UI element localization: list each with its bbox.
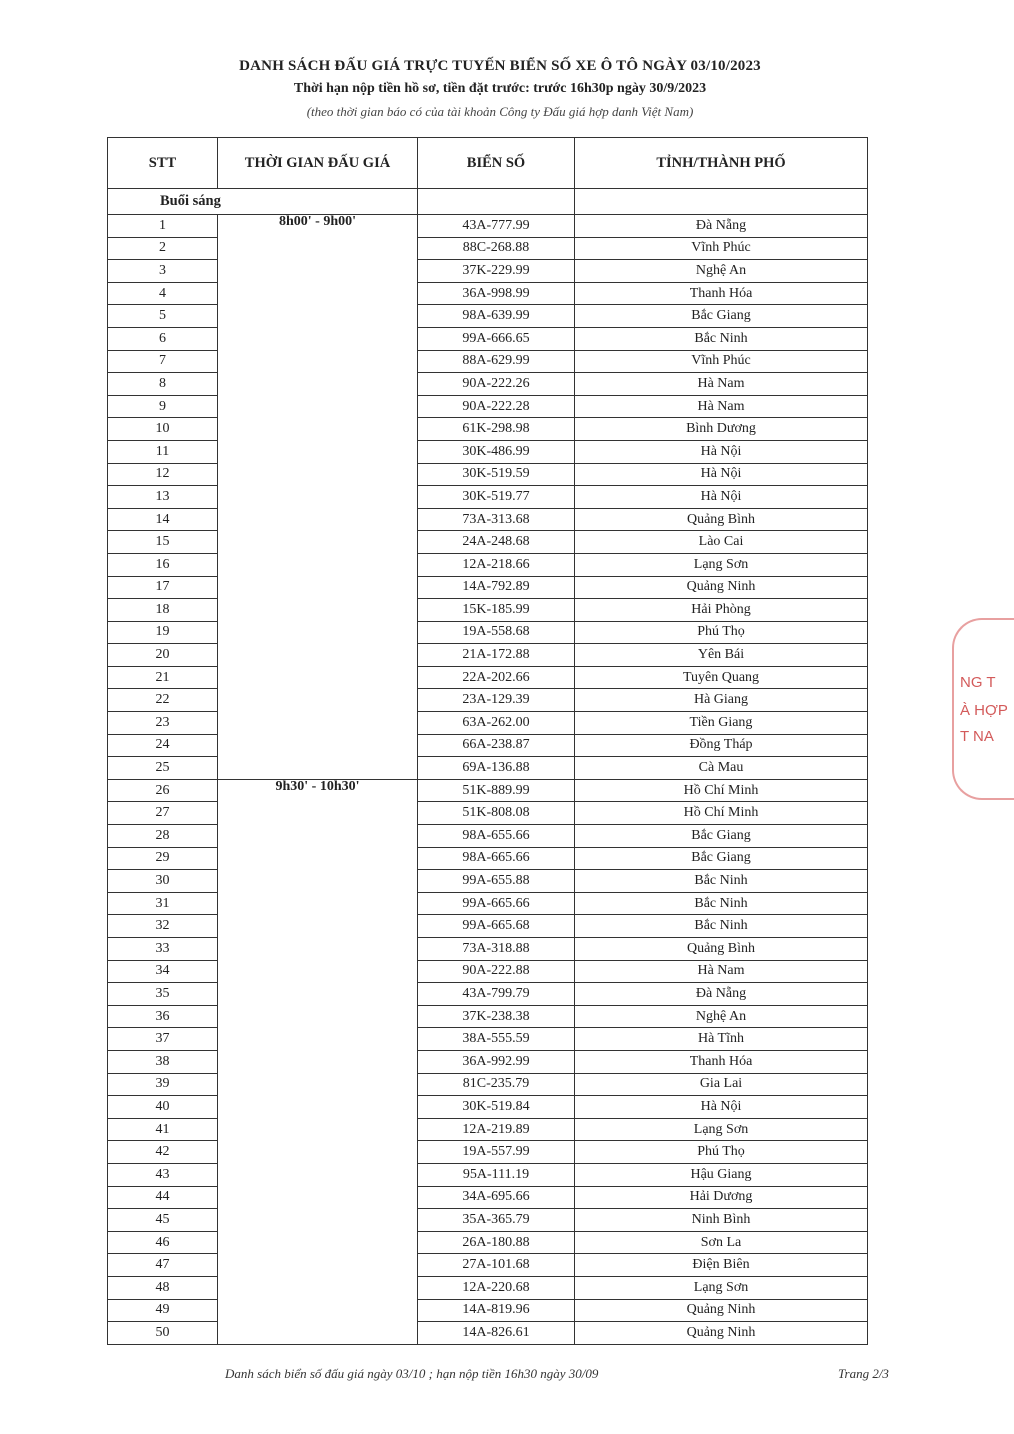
- stt-cell: 5: [108, 305, 218, 328]
- province-cell: Gia Lai: [575, 1073, 868, 1096]
- plate-cell: 69A-136.88: [418, 757, 575, 780]
- province-cell: Lạng Sơn: [575, 1118, 868, 1141]
- stt-cell: 50: [108, 1322, 218, 1345]
- stt-cell: 9: [108, 395, 218, 418]
- plate-cell: 38A-555.59: [418, 1028, 575, 1051]
- session-row: [108, 189, 868, 215]
- stt-cell: 25: [108, 757, 218, 780]
- province-cell: Hải Dương: [575, 1186, 868, 1209]
- province-cell: Thanh Hóa: [575, 282, 868, 305]
- deadline-note: (theo thời gian báo có của tài khoản Công ty Đấu giá hợp danh Việt Nam): [306, 104, 694, 119]
- province-cell: Hồ Chí Minh: [575, 779, 868, 802]
- plate-cell: 27A-101.68: [418, 1254, 575, 1277]
- plate-cell: 30K-519.84: [418, 1096, 575, 1119]
- plate-cell: 26A-180.88: [418, 1231, 575, 1254]
- province-cell: Bắc Ninh: [575, 915, 868, 938]
- stamp-line: À HỢP: [960, 702, 1008, 719]
- page-number: Trang 2/3: [838, 1366, 889, 1381]
- stt-cell: 2: [108, 237, 218, 260]
- session-empty-cell: [418, 189, 575, 215]
- column-header-plate: BIỂN SỐ: [418, 138, 575, 189]
- stt-cell: 42: [108, 1141, 218, 1164]
- stt-cell: 18: [108, 599, 218, 622]
- column-header-time: THỜI GIAN ĐẤU GIÁ: [218, 138, 418, 189]
- stt-cell: 8: [108, 373, 218, 396]
- stt-cell: 40: [108, 1096, 218, 1119]
- stt-cell: 29: [108, 847, 218, 870]
- plate-cell: 19A-558.68: [418, 621, 575, 644]
- plate-cell: 43A-777.99: [418, 215, 575, 238]
- stt-cell: 31: [108, 892, 218, 915]
- province-cell: Quảng Bình: [575, 508, 868, 531]
- plate-cell: 88A-629.99: [418, 350, 575, 373]
- province-cell: Nghệ An: [575, 260, 868, 283]
- plate-cell: 99A-665.66: [418, 892, 575, 915]
- province-cell: Hà Nội: [575, 463, 868, 486]
- plate-cell: 99A-666.65: [418, 327, 575, 350]
- province-cell: Bắc Ninh: [575, 870, 868, 893]
- stt-cell: 45: [108, 1209, 218, 1232]
- province-cell: Quảng Ninh: [575, 1322, 868, 1345]
- stt-cell: 1: [108, 215, 218, 238]
- stt-cell: 34: [108, 960, 218, 983]
- plate-cell: 30K-519.59: [418, 463, 575, 486]
- column-header-province: TỈNH/THÀNH PHỐ: [575, 138, 868, 189]
- time-slot-cell: 8h00' - 9h00': [218, 215, 418, 780]
- stt-cell: 24: [108, 734, 218, 757]
- stt-cell: 22: [108, 689, 218, 712]
- stt-cell: 33: [108, 938, 218, 961]
- plate-cell: 90A-222.26: [418, 373, 575, 396]
- plate-cell: 66A-238.87: [418, 734, 575, 757]
- stt-cell: 38: [108, 1050, 218, 1073]
- plate-cell: 14A-819.96: [418, 1299, 575, 1322]
- stt-cell: 14: [108, 508, 218, 531]
- stt-cell: 17: [108, 576, 218, 599]
- province-cell: Hà Giang: [575, 689, 868, 712]
- stt-cell: 3: [108, 260, 218, 283]
- company-stamp: [952, 618, 1014, 800]
- plate-cell: 61K-298.98: [418, 418, 575, 441]
- plate-cell: 22A-202.66: [418, 666, 575, 689]
- plate-cell: 51K-808.08: [418, 802, 575, 825]
- plate-cell: 98A-655.66: [418, 825, 575, 848]
- province-cell: Quảng Bình: [575, 938, 868, 961]
- plate-cell: 14A-792.89: [418, 576, 575, 599]
- province-cell: Hà Nội: [575, 440, 868, 463]
- stt-cell: 39: [108, 1073, 218, 1096]
- stt-cell: 43: [108, 1163, 218, 1186]
- province-cell: Hà Nội: [575, 1096, 868, 1119]
- province-cell: Lạng Sơn: [575, 1276, 868, 1299]
- province-cell: Điện Biên: [575, 1254, 868, 1277]
- plate-cell: 37K-238.38: [418, 1005, 575, 1028]
- stt-cell: 36: [108, 1005, 218, 1028]
- province-cell: Bắc Giang: [575, 305, 868, 328]
- province-cell: Tuyên Quang: [575, 666, 868, 689]
- stt-cell: 35: [108, 983, 218, 1006]
- plate-cell: 98A-639.99: [418, 305, 575, 328]
- province-cell: Thanh Hóa: [575, 1050, 868, 1073]
- province-cell: Lào Cai: [575, 531, 868, 554]
- plate-cell: 90A-222.88: [418, 960, 575, 983]
- plate-cell: 88C-268.88: [418, 237, 575, 260]
- plate-cell: 35A-365.79: [418, 1209, 575, 1232]
- stt-cell: 46: [108, 1231, 218, 1254]
- plate-cell: 30K-486.99: [418, 440, 575, 463]
- stt-cell: 6: [108, 327, 218, 350]
- province-cell: Cà Mau: [575, 757, 868, 780]
- table-header-row: [108, 138, 868, 189]
- stt-cell: 16: [108, 553, 218, 576]
- province-cell: Yên Bái: [575, 644, 868, 667]
- plate-cell: 73A-318.88: [418, 938, 575, 961]
- time-slot-cell: 9h30' - 10h30': [218, 779, 418, 1344]
- stt-cell: 28: [108, 825, 218, 848]
- plate-cell: 21A-172.88: [418, 644, 575, 667]
- province-cell: Quảng Ninh: [575, 576, 868, 599]
- table-row: [108, 215, 868, 238]
- stt-cell: 41: [108, 1118, 218, 1141]
- province-cell: Bắc Giang: [575, 847, 868, 870]
- plate-cell: 95A-111.19: [418, 1163, 575, 1186]
- province-cell: Lạng Sơn: [575, 553, 868, 576]
- province-cell: Tiền Giang: [575, 712, 868, 735]
- province-cell: Hải Phòng: [575, 599, 868, 622]
- stt-cell: 19: [108, 621, 218, 644]
- plate-cell: 23A-129.39: [418, 689, 575, 712]
- plate-cell: 24A-248.68: [418, 531, 575, 554]
- plate-cell: 12A-218.66: [418, 553, 575, 576]
- plate-cell: 90A-222.28: [418, 395, 575, 418]
- stamp-line: NG T: [960, 674, 996, 691]
- province-cell: Đà Nẵng: [575, 983, 868, 1006]
- province-cell: Sơn La: [575, 1231, 868, 1254]
- stt-cell: 49: [108, 1299, 218, 1322]
- stt-cell: 12: [108, 463, 218, 486]
- province-cell: Vĩnh Phúc: [575, 350, 868, 373]
- stt-cell: 4: [108, 282, 218, 305]
- plate-cell: 63A-262.00: [418, 712, 575, 735]
- province-cell: Ninh Bình: [575, 1209, 868, 1232]
- province-cell: Hậu Giang: [575, 1163, 868, 1186]
- province-cell: Bắc Ninh: [575, 327, 868, 350]
- province-cell: Bắc Giang: [575, 825, 868, 848]
- plate-cell: 43A-799.79: [418, 983, 575, 1006]
- column-header-stt: STT: [108, 138, 218, 189]
- table-body: [108, 189, 868, 1345]
- plate-cell: 81C-235.79: [418, 1073, 575, 1096]
- province-cell: Hà Nam: [575, 395, 868, 418]
- plate-cell: 51K-889.99: [418, 779, 575, 802]
- session-empty-cell: [575, 189, 868, 215]
- province-cell: Đồng Tháp: [575, 734, 868, 757]
- plate-cell: 12A-219.89: [418, 1118, 575, 1141]
- plate-cell: 34A-695.66: [418, 1186, 575, 1209]
- province-cell: Quảng Ninh: [575, 1299, 868, 1322]
- stamp-line: T NA: [960, 728, 994, 745]
- session-label: Buổi sáng: [108, 189, 418, 215]
- auction-table: [107, 137, 868, 1345]
- province-cell: Đà Nẵng: [575, 215, 868, 238]
- province-cell: Hà Nội: [575, 486, 868, 509]
- footer-note: Danh sách biển số đấu giá ngày 03/10 ; hạn nộp tiền 16h30 ngày 30/09: [225, 1366, 599, 1381]
- document-title: DANH SÁCH ĐẤU GIÁ TRỰC TUYẾN BIỂN SỐ XE Ô TÔ NGÀY 03/10/2023: [239, 58, 761, 74]
- stt-cell: 10: [108, 418, 218, 441]
- stt-cell: 7: [108, 350, 218, 373]
- plate-cell: 30K-519.77: [418, 486, 575, 509]
- stt-cell: 11: [108, 440, 218, 463]
- province-cell: Bình Dương: [575, 418, 868, 441]
- stt-cell: 37: [108, 1028, 218, 1051]
- plate-cell: 73A-313.68: [418, 508, 575, 531]
- province-cell: Phú Thọ: [575, 1141, 868, 1164]
- stt-cell: 21: [108, 666, 218, 689]
- plate-cell: 98A-665.66: [418, 847, 575, 870]
- stt-cell: 44: [108, 1186, 218, 1209]
- stt-cell: 23: [108, 712, 218, 735]
- deadline-line: Thời hạn nộp tiền hồ sơ, tiền đặt trước: trước 16h30p ngày 30/9/2023: [293, 81, 707, 96]
- plate-cell: 36A-992.99: [418, 1050, 575, 1073]
- plate-cell: 12A-220.68: [418, 1276, 575, 1299]
- plate-cell: 36A-998.99: [418, 282, 575, 305]
- province-cell: Bắc Ninh: [575, 892, 868, 915]
- province-cell: Nghệ An: [575, 1005, 868, 1028]
- province-cell: Phú Thọ: [575, 621, 868, 644]
- stt-cell: 47: [108, 1254, 218, 1277]
- stt-cell: 26: [108, 779, 218, 802]
- table-row: [108, 779, 868, 802]
- stt-cell: 15: [108, 531, 218, 554]
- stt-cell: 32: [108, 915, 218, 938]
- stt-cell: 13: [108, 486, 218, 509]
- plate-cell: 99A-655.88: [418, 870, 575, 893]
- plate-cell: 19A-557.99: [418, 1141, 575, 1164]
- plate-cell: 99A-665.68: [418, 915, 575, 938]
- province-cell: Hồ Chí Minh: [575, 802, 868, 825]
- stt-cell: 27: [108, 802, 218, 825]
- province-cell: Vĩnh Phúc: [575, 237, 868, 260]
- plate-cell: 14A-826.61: [418, 1322, 575, 1345]
- stt-cell: 20: [108, 644, 218, 667]
- stt-cell: 48: [108, 1276, 218, 1299]
- province-cell: Hà Tĩnh: [575, 1028, 868, 1051]
- province-cell: Hà Nam: [575, 373, 868, 396]
- stt-cell: 30: [108, 870, 218, 893]
- plate-cell: 15K-185.99: [418, 599, 575, 622]
- province-cell: Hà Nam: [575, 960, 868, 983]
- plate-cell: 37K-229.99: [418, 260, 575, 283]
